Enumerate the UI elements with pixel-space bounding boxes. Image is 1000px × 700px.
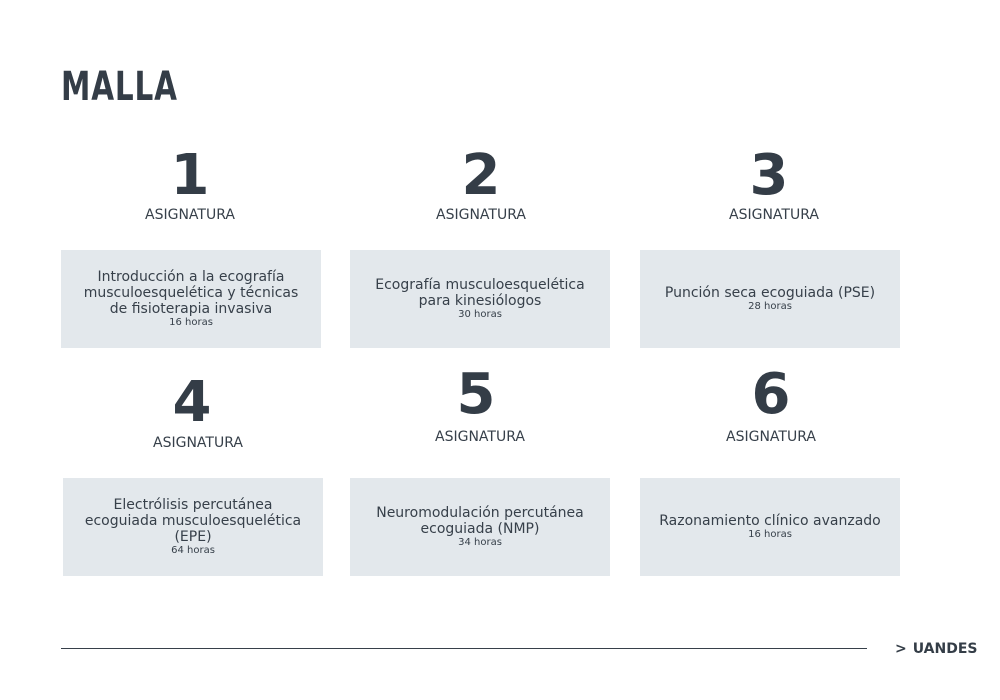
course-card [640,250,900,348]
page-title: MALLA [61,64,178,110]
course-hours: 34 horas [458,537,502,548]
course-name: Introducción a la ecografía musculoesquelética y técnicas de fisioterapia invasiva [83,269,299,317]
course-number: 5 [456,362,496,427]
course-card [350,250,610,348]
course-number: 1 [170,143,210,208]
course-number: 4 [172,370,212,435]
course-label: ASIGNATURA [153,435,243,451]
course-label: ASIGNATURA [436,207,526,223]
course-hours: 30 horas [458,309,502,320]
course-name: Electrólisis percutánea ecoguiada musculoesquelética (EPE) [84,497,302,545]
chevron-right-icon: > [895,641,907,657]
course-label: ASIGNATURA [726,429,816,445]
course-card [63,478,323,576]
course-hours: 28 horas [748,301,792,312]
course-label: ASIGNATURA [435,429,525,445]
course-hours: 16 horas [169,317,213,328]
course-name: Razonamiento clínico avanzado [659,513,881,529]
course-card [61,250,321,348]
course-card [640,478,900,576]
course-number: 2 [461,143,501,208]
course-label: ASIGNATURA [729,207,819,223]
course-number: 6 [751,362,791,427]
course-name: Punción seca ecoguiada (PSE) [664,285,876,301]
course-name: Neuromodulación percutánea ecoguiada (NMP) [376,505,584,537]
footer-divider [61,648,867,649]
course-hours: 16 horas [748,529,792,540]
course-number: 3 [749,143,789,208]
uandes-logo [895,641,978,657]
course-card [350,478,610,576]
course-name: Ecografía musculoesquelética para kinesiólogos [375,277,585,309]
course-hours: 64 horas [171,545,215,556]
course-label: ASIGNATURA [145,207,235,223]
logo-text: UANDES [912,641,978,657]
